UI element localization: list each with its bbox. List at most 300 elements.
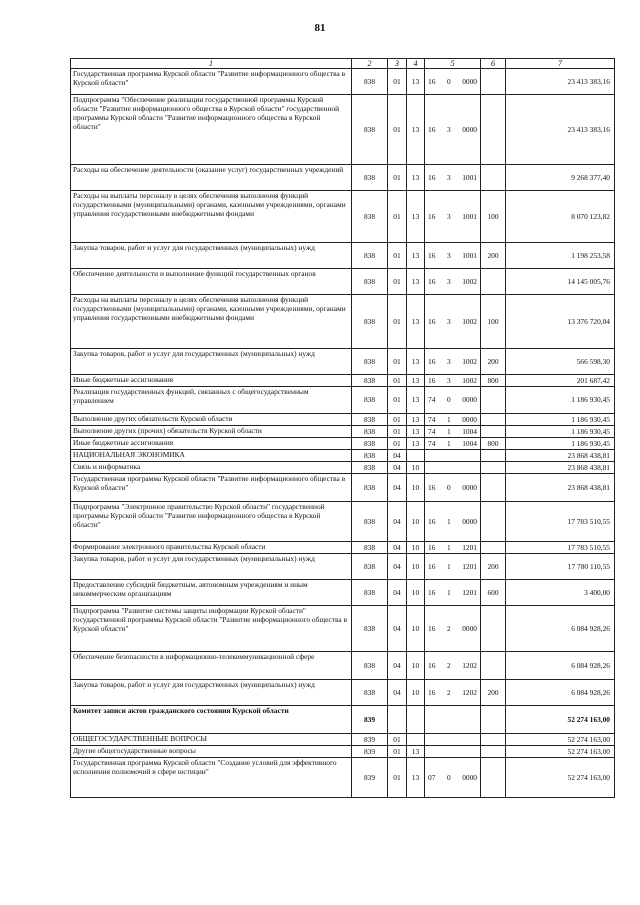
row-sum: 23 413 383,16 xyxy=(506,69,615,95)
row-pr xyxy=(407,734,425,746)
row-csr-part: 74 xyxy=(428,395,436,405)
row-pr: 13 xyxy=(407,191,425,243)
row-csr-part: 07 xyxy=(428,772,436,782)
row-csr-part: 16 xyxy=(428,623,436,633)
table-row xyxy=(71,438,615,450)
row-vr xyxy=(481,706,506,734)
row-sum: 14 145 005,76 xyxy=(506,269,615,295)
row-vr xyxy=(481,462,506,474)
row-csr xyxy=(425,349,481,375)
row-rz: 01 xyxy=(388,165,407,191)
row-csr-part: 16 xyxy=(428,375,436,385)
row-csr xyxy=(425,450,481,462)
row-csr-part: 3 xyxy=(446,211,451,221)
row-csr-part: 16 xyxy=(428,211,436,221)
row-pr: 10 xyxy=(407,474,425,502)
row-vr: 200 xyxy=(481,349,506,375)
row-csr-part: 16 xyxy=(428,516,436,526)
row-sum: 6 084 928,26 xyxy=(506,680,615,706)
table-row xyxy=(71,462,615,474)
row-rz: 01 xyxy=(388,69,407,95)
row-csr xyxy=(425,165,481,191)
row-csr xyxy=(425,438,481,450)
row-rz: 01 xyxy=(388,387,407,414)
row-csr-parts xyxy=(426,213,479,222)
row-sum: 8 070 123,82 xyxy=(506,191,615,243)
row-ved: 839 xyxy=(352,734,388,746)
row-vr: 200 xyxy=(481,243,506,269)
row-csr-part: 1002 xyxy=(462,375,477,385)
row-rz: 04 xyxy=(388,462,407,474)
table-row xyxy=(71,554,615,580)
row-csr-part: 1201 xyxy=(462,561,477,571)
row-csr-part: 16 xyxy=(428,172,436,182)
row-csr xyxy=(425,414,481,426)
row-rz: 01 xyxy=(388,758,407,798)
row-vr xyxy=(481,165,506,191)
row-sum: 3 400,00 xyxy=(506,580,615,606)
row-csr-part: 1 xyxy=(446,542,451,552)
row-name: Подпрограмма "Развитие системы защиты информации Курской области" государственной программы Курской области "Развитие информационного общества в Курской области" xyxy=(71,606,352,652)
row-sum: 13 376 720,04 xyxy=(506,295,615,349)
row-rz: 01 xyxy=(388,746,407,758)
row-name: Закупка товаров, работ и услуг для государственных (муниципальных) нужд xyxy=(71,554,352,580)
row-sum: 52 274 163,00 xyxy=(506,734,615,746)
row-csr-part: 2 xyxy=(446,660,451,670)
row-rz: 04 xyxy=(388,542,407,554)
row-rz: 04 xyxy=(388,502,407,542)
row-name: Обеспечение деятельности и выполнение функций государственных органов xyxy=(71,269,352,295)
row-vr xyxy=(481,387,506,414)
row-csr xyxy=(425,295,481,349)
row-csr-part: 16 xyxy=(428,660,436,670)
row-csr-part: 1201 xyxy=(462,587,477,597)
row-csr xyxy=(425,269,481,295)
row-ved: 838 xyxy=(352,680,388,706)
row-pr: 13 xyxy=(407,165,425,191)
table-row xyxy=(71,542,615,554)
row-csr xyxy=(425,462,481,474)
row-vr: 100 xyxy=(481,295,506,349)
row-csr-part: 1202 xyxy=(462,687,477,697)
row-csr-parts xyxy=(426,563,479,572)
row-name: Расходы на выплаты персоналу в целях обеспечения выполнения функций государственными (муниципальными) органами, казенными учреждениями, органами управления государственными внебюджетными фондами xyxy=(71,295,352,349)
row-rz: 04 xyxy=(388,450,407,462)
row-vr xyxy=(481,414,506,426)
row-ved: 838 xyxy=(352,243,388,269)
row-csr-parts xyxy=(426,440,479,449)
row-csr-part: 1 xyxy=(446,438,451,448)
row-pr: 10 xyxy=(407,652,425,680)
row-name: Государственная программа Курской области "Развитие информационного общества в Курской области" xyxy=(71,69,352,95)
row-name: Формирование электронного правительства Курской области xyxy=(71,542,352,554)
row-name: Другие общегосударственные вопросы xyxy=(71,746,352,758)
row-rz: 01 xyxy=(388,295,407,349)
row-csr-part: 0000 xyxy=(462,516,477,526)
row-csr xyxy=(425,706,481,734)
row-rz: 01 xyxy=(388,349,407,375)
table-row xyxy=(71,580,615,606)
row-csr-part: 1001 xyxy=(462,211,477,221)
row-name: Связь и информатика xyxy=(71,462,352,474)
row-sum: 1 186 930,45 xyxy=(506,387,615,414)
row-csr xyxy=(425,191,481,243)
row-csr-parts xyxy=(426,484,479,493)
row-csr-part: 0 xyxy=(446,76,451,86)
row-name: Выполнение других (прочих) обязательств Курской области xyxy=(71,426,352,438)
row-rz: 04 xyxy=(388,474,407,502)
row-sum: 23 868 438,81 xyxy=(506,462,615,474)
row-rz: 04 xyxy=(388,652,407,680)
row-vr xyxy=(481,95,506,165)
row-name: Закупка товаров, работ и услуг для государственных (муниципальных) нужд xyxy=(71,243,352,269)
row-name: Обеспечение безопасности в информационно-телекоммуникационной сфере xyxy=(71,652,352,680)
row-rz: 01 xyxy=(388,426,407,438)
table-row xyxy=(71,652,615,680)
row-csr-part: 0000 xyxy=(462,772,477,782)
row-vr xyxy=(481,746,506,758)
row-name: Иные бюджетные ассигнования xyxy=(71,438,352,450)
row-ved: 838 xyxy=(352,191,388,243)
row-rz: 01 xyxy=(388,734,407,746)
row-sum: 52 274 163,00 xyxy=(506,746,615,758)
row-csr-part: 3 xyxy=(446,316,451,326)
row-csr-part: 0000 xyxy=(462,76,477,86)
row-csr-parts xyxy=(426,377,479,386)
row-name: Реализация государственных функций, связанных с общегосударственным управлением xyxy=(71,387,352,414)
row-csr-parts xyxy=(426,662,479,671)
row-csr-part: 1002 xyxy=(462,356,477,366)
row-pr: 13 xyxy=(407,426,425,438)
row-rz: 01 xyxy=(388,438,407,450)
row-ved: 838 xyxy=(352,554,388,580)
row-rz xyxy=(388,706,407,734)
row-ved: 838 xyxy=(352,450,388,462)
row-vr: 100 xyxy=(481,191,506,243)
row-csr-parts xyxy=(426,78,479,87)
row-csr xyxy=(425,580,481,606)
row-name: Государственная программа Курской области "Создание условий для эффективного исполнения полномочий в сфере юстиции" xyxy=(71,758,352,798)
row-pr: 13 xyxy=(407,95,425,165)
row-vr xyxy=(481,652,506,680)
table-row xyxy=(71,758,615,798)
row-csr-part: 3 xyxy=(446,356,451,366)
row-rz: 01 xyxy=(388,191,407,243)
row-sum: 6 084 928,26 xyxy=(506,606,615,652)
row-ved: 838 xyxy=(352,387,388,414)
row-csr-part: 3 xyxy=(446,124,451,134)
table-row xyxy=(71,69,615,95)
row-csr-part: 1 xyxy=(446,561,451,571)
row-csr-part: 1 xyxy=(446,587,451,597)
row-csr-parts xyxy=(426,318,479,327)
row-csr-part: 2 xyxy=(446,687,451,697)
row-csr xyxy=(425,542,481,554)
row-vr: 800 xyxy=(481,438,506,450)
table-row xyxy=(71,191,615,243)
row-pr: 10 xyxy=(407,554,425,580)
table-row xyxy=(71,165,615,191)
row-name: Закупка товаров, работ и услуг для государственных (муниципальных) нужд xyxy=(71,680,352,706)
table-row xyxy=(71,349,615,375)
row-csr xyxy=(425,746,481,758)
row-csr-part: 0 xyxy=(446,482,451,492)
row-ved: 838 xyxy=(352,580,388,606)
row-name: Предоставление субсидий бюджетным, автономным учреждениям и иным некоммерческим организациям xyxy=(71,580,352,606)
row-csr-parts xyxy=(426,589,479,598)
row-csr xyxy=(425,606,481,652)
row-ved: 838 xyxy=(352,295,388,349)
table-row xyxy=(71,426,615,438)
row-pr: 13 xyxy=(407,69,425,95)
row-rz: 01 xyxy=(388,95,407,165)
row-ved: 838 xyxy=(352,438,388,450)
col-header-2: 2 xyxy=(352,59,388,69)
table-row xyxy=(71,269,615,295)
row-pr: 10 xyxy=(407,502,425,542)
row-pr: 10 xyxy=(407,542,425,554)
row-csr-parts xyxy=(426,416,479,425)
row-name: Комитет записи актов гражданского состояния Курской области xyxy=(71,706,352,734)
row-csr-part: 16 xyxy=(428,124,436,134)
row-vr xyxy=(481,502,506,542)
row-sum: 17 783 510,55 xyxy=(506,542,615,554)
row-csr xyxy=(425,734,481,746)
row-csr xyxy=(425,474,481,502)
row-csr-part: 0 xyxy=(446,772,451,782)
row-ved: 838 xyxy=(352,474,388,502)
budget-table xyxy=(70,58,615,798)
row-csr-part: 16 xyxy=(428,687,436,697)
row-rz: 04 xyxy=(388,580,407,606)
row-vr xyxy=(481,542,506,554)
row-vr xyxy=(481,426,506,438)
row-ved: 838 xyxy=(352,69,388,95)
row-csr-part: 0000 xyxy=(462,395,477,405)
row-csr-parts xyxy=(426,689,479,698)
row-csr-part: 2 xyxy=(446,623,451,633)
row-csr-part: 16 xyxy=(428,482,436,492)
row-csr-part: 1 xyxy=(446,426,451,436)
row-pr: 13 xyxy=(407,295,425,349)
row-csr-parts xyxy=(426,252,479,261)
row-ved: 838 xyxy=(352,606,388,652)
table-row xyxy=(71,95,615,165)
row-ved: 839 xyxy=(352,758,388,798)
row-vr: 800 xyxy=(481,375,506,387)
row-rz: 04 xyxy=(388,554,407,580)
row-ved: 838 xyxy=(352,652,388,680)
row-csr-part: 3 xyxy=(446,276,451,286)
row-name: Подпрограмма "Электронное правительство Курской области" государственной программы Курской области "Развитие информационного общества в Курской области" xyxy=(71,502,352,542)
row-pr: 13 xyxy=(407,438,425,450)
row-vr xyxy=(481,69,506,95)
row-vr xyxy=(481,474,506,502)
row-sum: 1 186 930,45 xyxy=(506,426,615,438)
row-rz: 04 xyxy=(388,606,407,652)
row-vr xyxy=(481,269,506,295)
table-row xyxy=(71,450,615,462)
row-sum: 201 687,42 xyxy=(506,375,615,387)
row-csr-part: 16 xyxy=(428,542,436,552)
row-csr-part: 3 xyxy=(446,375,451,385)
row-csr xyxy=(425,680,481,706)
row-rz: 01 xyxy=(388,269,407,295)
row-ved: 839 xyxy=(352,706,388,734)
row-sum: 1 198 253,58 xyxy=(506,243,615,269)
row-csr-part: 74 xyxy=(428,438,436,448)
row-sum: 23 413 383,16 xyxy=(506,95,615,165)
row-ved: 838 xyxy=(352,349,388,375)
row-csr-part: 3 xyxy=(446,250,451,260)
header-row xyxy=(71,59,615,69)
row-csr-part: 0 xyxy=(446,395,451,405)
row-csr-part: 1001 xyxy=(462,250,477,260)
row-name: Подпрограмма "Обеспечение реализации государственной программы Курской области "Развитие информационного общества в Курской области" государственной программы Курской области "Развитие информационного общества в Курской области" xyxy=(71,95,352,165)
table-row xyxy=(71,387,615,414)
col-header-4: 4 xyxy=(407,59,425,69)
row-sum: 1 186 930,45 xyxy=(506,438,615,450)
row-csr-part: 0000 xyxy=(462,124,477,134)
table-row xyxy=(71,734,615,746)
row-sum: 23 868 438,81 xyxy=(506,450,615,462)
row-csr-part: 1 xyxy=(446,516,451,526)
row-vr xyxy=(481,450,506,462)
col-header-6: 6 xyxy=(481,59,506,69)
table-row xyxy=(71,606,615,652)
row-csr-parts xyxy=(426,518,479,527)
row-rz: 01 xyxy=(388,375,407,387)
row-csr-parts xyxy=(426,174,479,183)
row-sum: 1 186 930,45 xyxy=(506,414,615,426)
row-ved: 838 xyxy=(352,462,388,474)
row-sum: 17 780 110,55 xyxy=(506,554,615,580)
row-csr-parts xyxy=(426,544,479,553)
row-ved: 838 xyxy=(352,426,388,438)
row-pr: 13 xyxy=(407,387,425,414)
row-csr xyxy=(425,95,481,165)
row-vr xyxy=(481,606,506,652)
row-ved: 838 xyxy=(352,375,388,387)
row-pr xyxy=(407,450,425,462)
row-name: Государственная программа Курской области "Развитие информационного общества в Курской области" xyxy=(71,474,352,502)
row-csr-parts xyxy=(426,774,479,783)
row-pr: 13 xyxy=(407,746,425,758)
row-ved: 838 xyxy=(352,414,388,426)
row-vr: 200 xyxy=(481,680,506,706)
row-csr xyxy=(425,387,481,414)
row-csr xyxy=(425,69,481,95)
table-row xyxy=(71,414,615,426)
row-rz: 01 xyxy=(388,414,407,426)
row-sum: 6 084 928,26 xyxy=(506,652,615,680)
row-csr-part: 1 xyxy=(446,414,451,424)
row-csr xyxy=(425,758,481,798)
row-csr-part: 1002 xyxy=(462,276,477,286)
row-sum: 17 783 510,55 xyxy=(506,502,615,542)
row-csr-parts xyxy=(426,126,479,135)
row-csr xyxy=(425,426,481,438)
table-row xyxy=(71,295,615,349)
row-pr: 13 xyxy=(407,243,425,269)
row-ved: 838 xyxy=(352,502,388,542)
col-header-5: 5 xyxy=(425,59,481,69)
page-number: 81 xyxy=(314,22,326,34)
row-pr: 13 xyxy=(407,758,425,798)
row-csr-part: 16 xyxy=(428,250,436,260)
row-rz: 01 xyxy=(388,243,407,269)
row-csr xyxy=(425,554,481,580)
row-vr xyxy=(481,758,506,798)
row-name: Закупка товаров, работ и услуг для государственных (муниципальных) нужд xyxy=(71,349,352,375)
row-csr-part: 1202 xyxy=(462,660,477,670)
row-csr xyxy=(425,502,481,542)
row-csr-part: 1004 xyxy=(462,426,477,436)
table-row xyxy=(71,706,615,734)
row-ved: 838 xyxy=(352,95,388,165)
row-vr xyxy=(481,734,506,746)
row-csr-part: 1004 xyxy=(462,438,477,448)
table-row xyxy=(71,680,615,706)
row-csr xyxy=(425,652,481,680)
row-csr-part: 74 xyxy=(428,426,436,436)
row-csr-parts xyxy=(426,278,479,287)
table-row xyxy=(71,502,615,542)
row-csr-part: 1002 xyxy=(462,316,477,326)
row-csr xyxy=(425,243,481,269)
row-csr-part: 16 xyxy=(428,561,436,571)
row-sum: 52 274 163,00 xyxy=(506,758,615,798)
row-csr-part: 0000 xyxy=(462,482,477,492)
row-csr-part: 0000 xyxy=(462,414,477,424)
row-csr xyxy=(425,375,481,387)
table-row xyxy=(71,474,615,502)
row-csr-part: 1001 xyxy=(462,172,477,182)
row-csr-part: 0000 xyxy=(462,623,477,633)
row-pr: 10 xyxy=(407,580,425,606)
row-ved: 839 xyxy=(352,746,388,758)
row-csr-part: 1201 xyxy=(462,542,477,552)
row-csr-part: 74 xyxy=(428,414,436,424)
row-sum: 23 868 438,81 xyxy=(506,474,615,502)
row-name: Расходы на выплаты персоналу в целях обеспечения выполнения функций государственными (муниципальными) органами, казенными учреждениями, органами управления государственными внебюджетными фондами xyxy=(71,191,352,243)
row-csr-part: 16 xyxy=(428,356,436,366)
row-csr-parts xyxy=(426,358,479,367)
row-csr-parts xyxy=(426,428,479,437)
row-pr: 10 xyxy=(407,680,425,706)
row-csr-part: 16 xyxy=(428,276,436,286)
col-header-3: 3 xyxy=(388,59,407,69)
row-name: ОБЩЕГОСУДАРСТВЕННЫЕ ВОПРОСЫ xyxy=(71,734,352,746)
row-name: Расходы на обеспечение деятельности (оказание услуг) государственных учреждений xyxy=(71,165,352,191)
row-pr xyxy=(407,706,425,734)
row-ved: 838 xyxy=(352,542,388,554)
table-row xyxy=(71,746,615,758)
row-ved: 838 xyxy=(352,165,388,191)
row-csr-part: 16 xyxy=(428,76,436,86)
row-vr: 200 xyxy=(481,554,506,580)
row-name: Иные бюджетные ассигнования xyxy=(71,375,352,387)
row-name: НАЦИОНАЛЬНАЯ ЭКОНОМИКА xyxy=(71,450,352,462)
row-vr: 600 xyxy=(481,580,506,606)
row-csr-part: 16 xyxy=(428,316,436,326)
row-sum: 566 598,30 xyxy=(506,349,615,375)
row-pr: 13 xyxy=(407,349,425,375)
table-row xyxy=(71,375,615,387)
row-sum: 52 274 163,00 xyxy=(506,706,615,734)
row-pr: 10 xyxy=(407,606,425,652)
row-pr: 10 xyxy=(407,462,425,474)
